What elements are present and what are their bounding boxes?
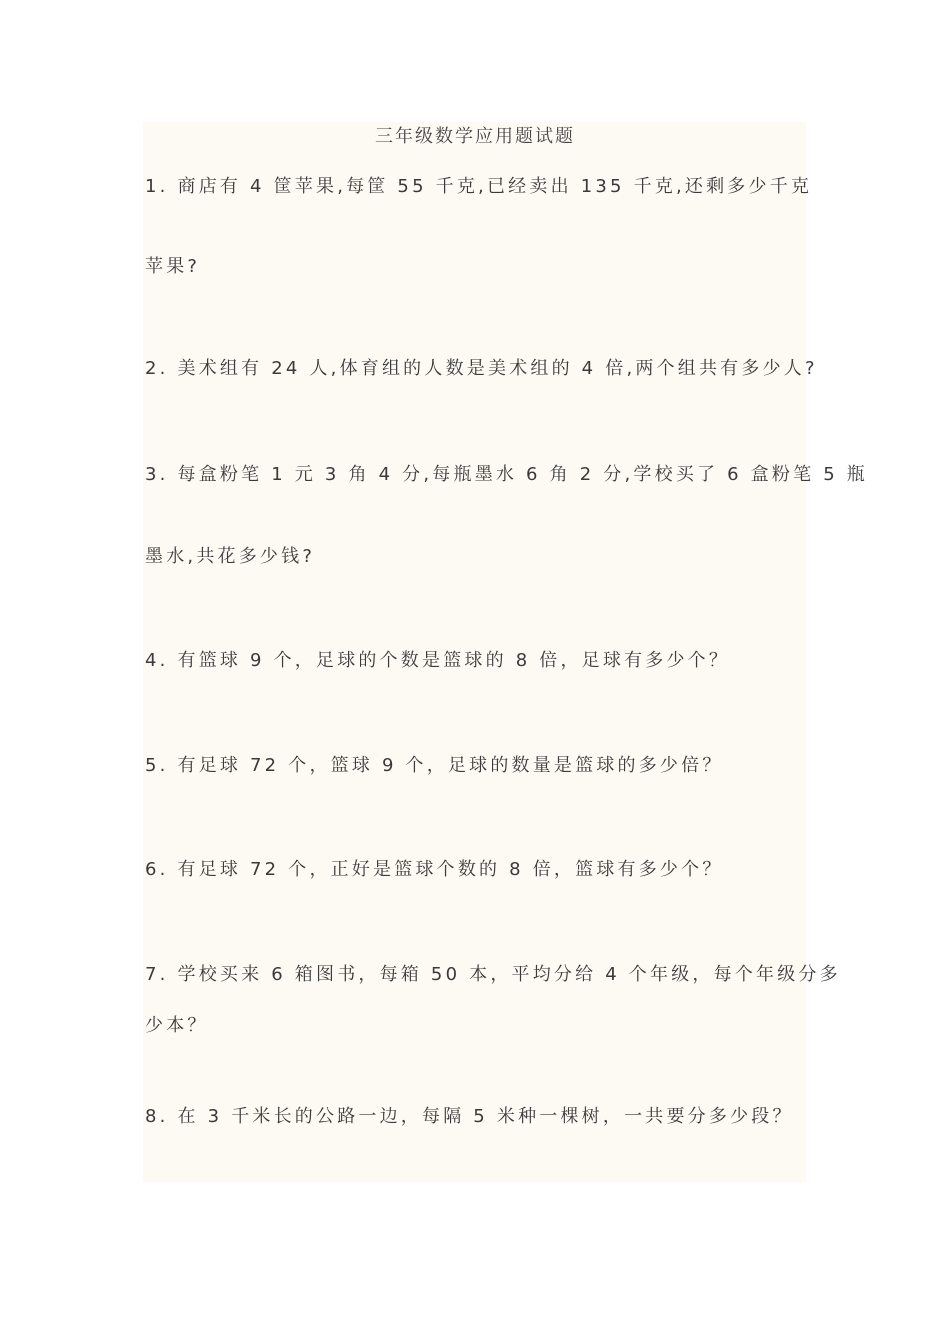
question-3-line-2: 墨水,共花多少钱? (145, 546, 316, 567)
question-8: 8. 在 3 千米长的公路一边，每隔 5 米种一棵树，一共要分多少段？ (145, 1106, 794, 1127)
question-1-line-1: 1. 商店有 4 筐苹果,每筐 55 千克,已经卖出 135 千克,还剩多少千克 (145, 176, 813, 197)
question-6: 6. 有足球 72 个，正好是篮球个数的 8 倍，篮球有多少个？ (145, 859, 724, 880)
question-4: 4. 有篮球 9 个，足球的个数是篮球的 8 倍，足球有多少个？ (145, 650, 731, 671)
question-5: 5. 有足球 72 个，篮球 9 个，足球的数量是篮球的多少倍？ (145, 755, 724, 776)
question-7-line-1: 7. 学校买来 6 箱图书，每箱 50 本，平均分给 4 个年级，每个年级分多 (145, 964, 841, 985)
question-1-line-2: 苹果? (145, 256, 201, 277)
question-3-line-1: 3. 每盒粉笔 1 元 3 角 4 分,每瓶墨水 6 角 2 分,学校买了 6 盒粉笔 5 瓶 (145, 464, 869, 485)
question-7-line-2: 少本？ (145, 1015, 209, 1036)
document-title: 三年级数学应用题试题 (375, 126, 575, 147)
question-2: 2. 美术组有 24 人,体育组的人数是美术组的 4 倍,两个组共有多少人? (145, 358, 818, 379)
